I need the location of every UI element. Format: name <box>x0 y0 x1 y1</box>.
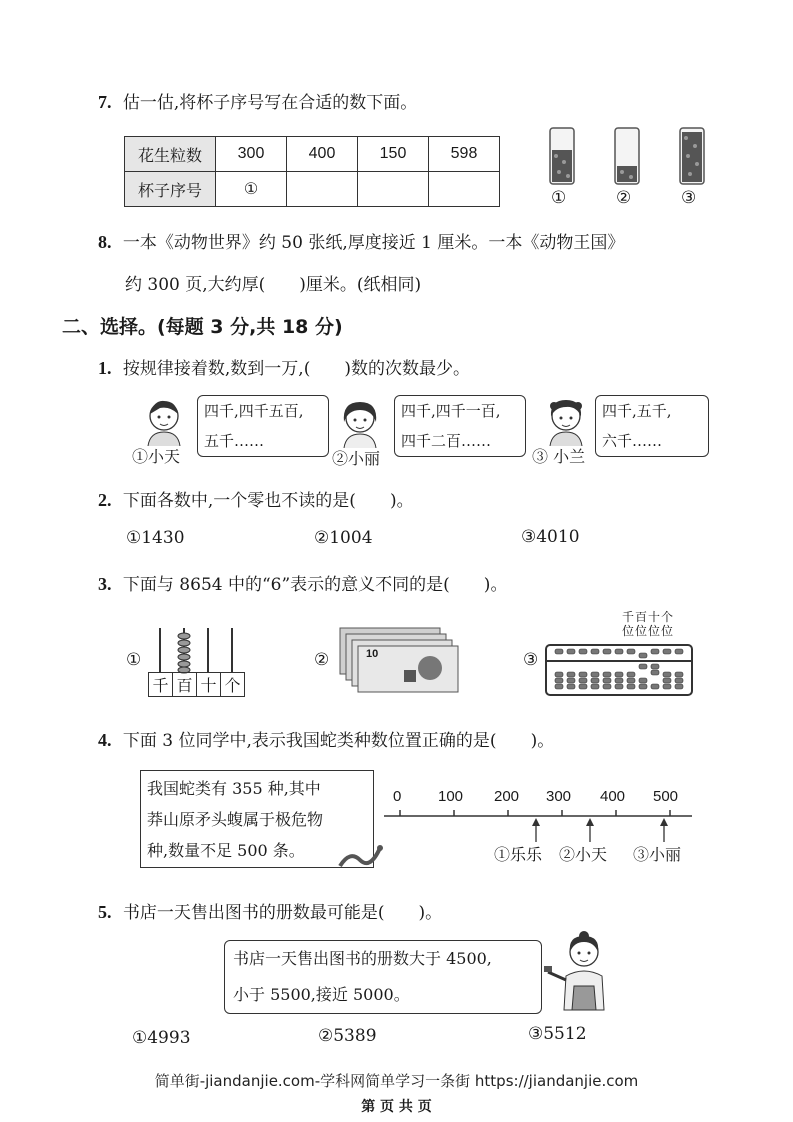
option-label[interactable]: ③ <box>523 650 539 670</box>
table-cell: 150 <box>358 137 429 172</box>
cup-label: ① <box>551 188 567 208</box>
bubble-line: 四千,五千, <box>602 402 672 420</box>
tick-label: 300 <box>546 788 572 805</box>
table-row-label: 杯子序号 <box>125 172 216 207</box>
s3-number: 3. <box>98 574 112 594</box>
place-label: 千 <box>149 673 173 696</box>
cup-label: ② <box>616 188 632 208</box>
bubble-line: 小于 5500,接近 5000。 <box>233 985 410 1004</box>
speech-bubble <box>595 395 709 457</box>
answer-cell[interactable] <box>287 172 358 207</box>
tick-label: 100 <box>438 788 464 805</box>
table-row-label: 花生粒数 <box>125 137 216 172</box>
arrow-head-icon <box>532 818 540 826</box>
teacher-avatar <box>540 930 612 1012</box>
speech-bubble <box>197 395 329 457</box>
info-line: 莽山原矛头蝮属于极危物 <box>147 810 324 829</box>
s5-text: 书店一天售出图书的册数最可能是( )。 <box>122 903 443 923</box>
s1-question <box>98 354 470 379</box>
option[interactable]: ②5389 <box>318 1026 377 1046</box>
tick-label: 200 <box>494 788 520 805</box>
arrow-head-icon <box>586 818 594 826</box>
place-label: 百 <box>173 673 197 696</box>
number-line <box>384 786 694 846</box>
table-cell: 400 <box>287 137 358 172</box>
s3-text: 下面与 8654 中的“6”表示的意义不同的是( )。 <box>122 575 508 595</box>
q8-text1: 一本《动物世界》约 50 张纸,厚度接近 1 厘米。一本《动物王国》 <box>122 233 625 253</box>
s5-number: 5. <box>98 902 112 922</box>
option[interactable]: ②1004 <box>314 528 373 548</box>
s1-number: 1. <box>98 358 112 378</box>
speech-bubble <box>394 395 526 457</box>
bubble-line: 五千…… <box>204 432 265 450</box>
bubble-line: 六千…… <box>602 432 663 450</box>
abacus-header-line: 位位位位 <box>622 624 675 638</box>
counting-rods-icon <box>148 626 244 674</box>
option[interactable]: ③4010 <box>521 527 580 547</box>
q8-line2: 约 300 页,大约厚( )厘米。(纸相同) <box>125 275 422 295</box>
tick-label: 0 <box>393 788 402 805</box>
bubble-line: 四千二百…… <box>401 432 492 450</box>
option-label[interactable]: ②小天 <box>559 845 608 864</box>
info-line: 我国蛇类有 355 种,其中 <box>147 779 321 798</box>
option[interactable]: ①1430 <box>126 528 185 548</box>
snake-icon <box>336 838 384 874</box>
bubble-line: 四千,四千五百, <box>204 402 304 420</box>
cup-icon <box>680 128 704 184</box>
speech-bubble <box>224 940 542 1014</box>
option-label[interactable]: ①小天 <box>132 447 181 466</box>
banknotes-icon <box>336 626 466 696</box>
s5-question <box>98 898 442 923</box>
bubble-line: 书店一天售出图书的册数大于 4500, <box>233 949 492 968</box>
place-value-labels <box>148 672 245 697</box>
tick-label: 500 <box>653 788 679 805</box>
girl-avatar <box>338 398 382 448</box>
cup-icon <box>615 128 639 184</box>
s2-question <box>98 486 414 511</box>
s4-question <box>98 726 554 751</box>
s4-number: 4. <box>98 730 112 750</box>
q7-text: 估一估,将杯子序号写在合适的数下面。 <box>122 93 418 113</box>
option[interactable]: ③5512 <box>528 1024 587 1044</box>
peanut-table <box>124 136 500 207</box>
place-label: 十 <box>197 673 221 696</box>
tick-label: 400 <box>600 788 626 805</box>
answer-cell[interactable] <box>358 172 429 207</box>
abacus-header-line: 千百十个 <box>622 610 675 624</box>
cup-icon <box>550 128 574 184</box>
abacus-header <box>622 610 674 638</box>
info-line: 种,数量不足 500 条。 <box>147 841 305 860</box>
s2-number: 2. <box>98 490 112 510</box>
page-number: 第 页 共 页 <box>361 1099 432 1115</box>
s1-text: 按规律接着数,数到一万,( )数的次数最少。 <box>122 359 470 379</box>
s4-text: 下面 3 位同学中,表示我国蛇类种数位置正确的是( )。 <box>122 731 555 751</box>
table-cell: 598 <box>429 137 500 172</box>
boy-avatar <box>142 396 186 446</box>
s2-text: 下面各数中,一个零也不读的是( )。 <box>122 491 414 511</box>
section-title: 二、选择。(每题 3 分,共 18 分) <box>62 316 343 338</box>
q8-number: 8. <box>98 232 112 252</box>
q7-question <box>98 88 417 113</box>
option-label[interactable]: ③小丽 <box>633 845 682 864</box>
girl-avatar <box>544 396 588 446</box>
place-label: 个 <box>224 676 241 695</box>
cup-label: ③ <box>681 188 697 208</box>
option[interactable]: ①4993 <box>132 1028 191 1048</box>
q7-number: 7. <box>98 92 112 112</box>
bubble-line: 四千,四千一百, <box>401 402 501 420</box>
answer-cell[interactable] <box>429 172 500 207</box>
option-label[interactable]: ②小丽 <box>332 449 381 468</box>
abacus-icon <box>545 644 693 696</box>
option-label[interactable]: ① <box>126 650 142 670</box>
s3-question <box>98 570 507 595</box>
watermark: 简单街-jiandanjie.com-学科网简单学习一条街 https://jiandanjie.com <box>154 1072 639 1090</box>
option-label[interactable]: ③ 小兰 <box>532 447 586 466</box>
q8-line1 <box>98 228 624 253</box>
option-label[interactable]: ①乐乐 <box>494 845 543 864</box>
option-label[interactable]: ② <box>314 650 330 670</box>
banknote-value: 10 <box>366 648 379 660</box>
answer-cell[interactable]: ① <box>216 172 287 207</box>
arrow-head-icon <box>660 818 668 826</box>
table-cell: 300 <box>216 137 287 172</box>
